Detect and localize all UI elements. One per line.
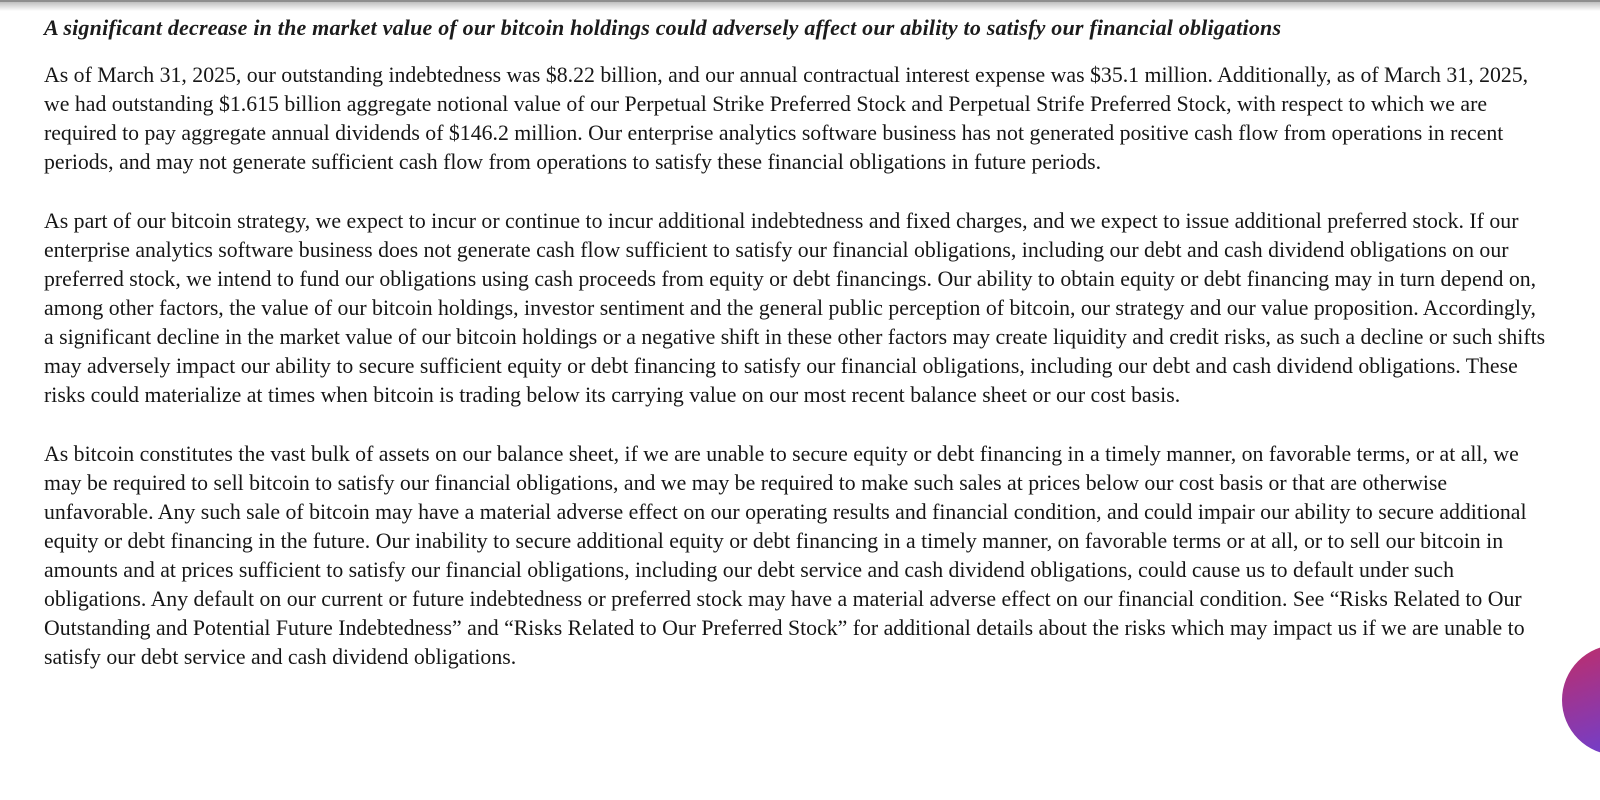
paragraph-bitcoin-strategy: As part of our bitcoin strategy, we expect to incur or continue to incur additional indebtedness and fixed charges, and we expect to issue additional preferred stock. If our enterprise analytics software business does not generate cash flow sufficient to satisfy our financial obligations, including our debt and cash dividend obligations on our preferred stock, we intend to fund our obligations using cash proceeds from equity or debt financings. Our ability to obtain equity or debt financing may in turn depend on, among other factors, the value of our bitcoin holdings, investor sentiment and the general public perception of bitcoin, our strategy and our value proposition. Accordingly, a significant decline in the market value of our bitcoin holdings or a negative shift in these other factors may create liquidity and credit risks, as such a decline or such shifts may adversely impact our ability to secure sufficient equity or debt financing to satisfy our financial obligations, including our debt and cash dividend obligations. These risks could materialize at times when bitcoin is trading below its carrying value on our most recent balance sheet or our cost basis.: [44, 209, 1546, 407]
risk-factor-heading: A significant decrease in the market value of our bitcoin holdings could adversely affect our ability to satisfy our financial obligations: [44, 15, 1282, 40]
paragraph-debt-overview: As of March 31, 2025, our outstanding indebtedness was $8.22 billion, and our annual contractual interest expense was $35.1 million. Additionally, as of March 31, 2025, we had outstanding $1.615 billion aggregate notional value of our Perpetual Strike Preferred Stock and Perpetual Strife Preferred Stock, with respect to which we are required to pay aggregate annual dividends of $146.2 million. Our enterprise analytics software business has not generated positive cash flow from operations in recent periods, and may not generate sufficient cash flow from operations to satisfy these financial obligations in future periods.: [44, 63, 1529, 174]
paragraph-bitcoin-sale-risk: As bitcoin constitutes the vast bulk of assets on our balance sheet, if we are unable to secure equity or debt financing in a timely manner, on favorable terms, or at all, we may be required to sell bitcoin to satisfy our financial obligations, and we may be required to make such sales at prices below our cost basis or that are otherwise unfavorable. Any such sale of bitcoin may have a material adverse effect on our operating results and financial condition, and could impair our ability to secure additional equity or debt financing in the future. Our inability to secure additional equity or debt financing in a timely manner, on favorable terms or at all, or to sell our bitcoin in amounts and at prices sufficient to satisfy our financial obligations, including our debt service and cash dividend obligations, could cause us to default under such obligations. Any default on our current or future indebtedness or preferred stock may have a material adverse effect on our financial condition. See “Risks Related to Our Outstanding and Potential Future Indebtedness” and “Risks Related to Our Preferred Stock” for additional details about the risks which may impact us if we are unable to satisfy our debt service and cash dividend obligations.: [44, 442, 1527, 669]
